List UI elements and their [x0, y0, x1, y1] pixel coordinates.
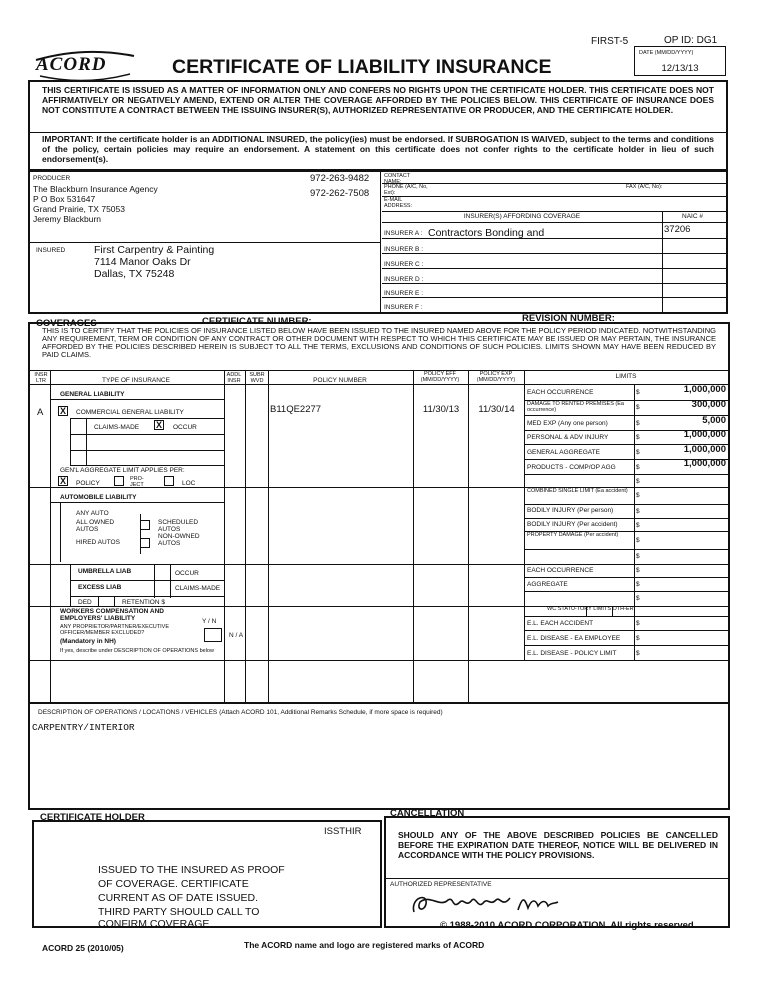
auto-limit-label-4: PROPERTY DAMAGE (Per accident)	[527, 532, 619, 538]
occur-checkbox[interactable]: X	[155, 420, 162, 430]
insured-line-3: Dallas, TX 75248	[94, 268, 175, 280]
umbrella-occur-label: OCCUR	[175, 570, 199, 577]
dollar-sign: $	[636, 650, 640, 657]
date-box	[634, 46, 726, 76]
dollar-sign: $	[636, 492, 640, 499]
gen-agg-applies-label: GEN'L AGGREGATE LIMIT APPLIES PER:	[60, 467, 185, 474]
naic-label: NAIC #	[682, 213, 703, 220]
authorized-rep-label: AUTHORIZED REPRESENTATIVE	[390, 881, 492, 888]
gl-policy-eff: 11/30/13	[422, 404, 460, 415]
producer-phone-2: 972-262-7508	[310, 188, 370, 199]
contact-phone-label: PHONE (A/C, No, Ext):	[384, 184, 428, 196]
auto-limit-label-2: BODILY INJURY (Per person)	[527, 507, 614, 514]
gl-limit-value-1: 1,000,000	[683, 384, 726, 395]
cgl-checkbox[interactable]: X	[59, 406, 66, 416]
auto-heading: AUTOMOBILE LIABILITY	[60, 494, 137, 501]
workers-limit-label-2: E.L. DISEASE - EA EMPLOYEE	[527, 635, 621, 642]
gl-limit-value-5: 1,000,000	[683, 444, 726, 455]
gl-limit-value-4: 1,000,000	[683, 429, 726, 440]
dollar-sign: $	[636, 420, 640, 427]
gl-limit-label-4: PERSONAL & ADV INJURY	[527, 434, 609, 441]
certificate-number-label: CERTIFICATE NUMBER:	[202, 316, 312, 327]
date-label: DATE (MM/DD/YYYY)	[639, 50, 694, 56]
dollar-sign: $	[636, 567, 640, 574]
date-value: 12/13/13	[661, 63, 699, 74]
holder-code: ISSTHIR	[324, 826, 362, 837]
workers-limit-label-3: E.L. DISEASE - POLICY LIMIT	[527, 650, 617, 657]
dollar-sign: $	[636, 434, 640, 441]
contact-name-label: CONTACT NAME:	[384, 173, 411, 185]
trademark-text: The ACORD name and logo are registered marks of ACORD	[244, 940, 485, 950]
holder-line-5: CONFIRM COVERAGE	[98, 918, 210, 930]
workers-na-label: N / A	[229, 632, 244, 639]
description-label: DESCRIPTION OF OPERATIONS / LOCATIONS / VEHICLES (Attach ACORD 101, Additional Remarks Schedule, if more space is required)	[38, 709, 443, 716]
gl-insr-ltr: A	[37, 407, 44, 418]
agency-code: FIRST-5	[591, 36, 629, 47]
dollar-sign: $	[636, 595, 640, 602]
claims-made-label: CLAIMS-MADE	[94, 424, 140, 431]
gl-limit-value-6: 1,000,000	[683, 458, 726, 469]
dollar-sign: $	[636, 635, 640, 642]
dollar-sign: $	[636, 620, 640, 627]
umbrella-liab-label: UMBRELLA LIAB	[78, 568, 132, 575]
col-eff: POLICY EFF (MM/DD/YYYY)	[420, 371, 460, 383]
insurer-a-name: Contractors Bonding and	[428, 227, 545, 239]
umbrella-limit-label-1: EACH OCCURRENCE	[527, 567, 594, 574]
producer-line-3: Grand Prairie, TX 75053	[33, 204, 125, 214]
col-addl: ADDL INSR	[226, 372, 242, 384]
acord-logo-text: ACORD	[36, 54, 107, 75]
dollar-sign: $	[636, 581, 640, 588]
insurer-a-label: INSURER A :	[384, 230, 423, 237]
insurer-b-label: INSURER B :	[384, 246, 424, 253]
project-checkbox[interactable]	[114, 476, 124, 486]
workers-comp-heading: WORKERS COMPENSATION AND EMPLOYERS' LIABILITY	[60, 608, 164, 622]
workers-yn-label: Y / N	[202, 618, 217, 625]
auto-limit-label-3: BODILY INJURY (Per accident)	[527, 521, 618, 528]
insurer-d-label: INSURER D :	[384, 276, 424, 283]
dollar-sign: $	[636, 553, 640, 560]
umbrella-limit-label-2: AGGREGATE	[527, 581, 568, 588]
insurer-a-naic: 37206	[664, 224, 691, 235]
if-yes-describe-label: If yes, describe under DESCRIPTION OF OPERATIONS below	[60, 648, 214, 654]
coverages-table	[28, 322, 730, 704]
cancellation-label: CANCELLATION	[390, 808, 465, 819]
gl-limit-label-3: MED EXP (Any one person)	[527, 420, 608, 427]
wc-other-label: OTH-ER	[612, 606, 634, 612]
col-limits: LIMITS	[615, 373, 637, 380]
col-exp: POLICY EXP (MM/DD/YYYY)	[476, 371, 516, 383]
coverages-label: COVERAGES	[36, 318, 97, 329]
important-text: IMPORTANT: If the certificate holder is an ADDITIONAL INSURED, the policy(ies) must be endorsed. If SUBROGATION IS WAIVED, subject to the terms and conditions of the policy, certain policies may require an endorsement. A statement on this certificate does not confer rights to the certificate holder in lieu of such endorsement(s).	[42, 134, 714, 164]
cancellation-text: SHOULD ANY OF THE ABOVE DESCRIBED POLICIES BE CANCELLED BEFORE THE EXPIRATION DATE THEREOF, NOTICE WILL BE DELIVERED IN ACCORDANCE WITH THE POLICY PROVISIONS.	[398, 830, 718, 860]
contact-fax-label: FAX (A/C, No):	[626, 184, 663, 190]
loc-checkbox[interactable]	[164, 476, 174, 486]
insurer-c-label: INSURER C :	[384, 261, 424, 268]
proprietor-excluded-label: ANY PROPRIETOR/PARTNER/EXECUTIVE OFFICER/MEMBER EXCLUDED?	[60, 624, 170, 636]
any-auto-label: ANY AUTO	[76, 510, 109, 517]
insured-line-2: 7114 Manor Oaks Dr	[94, 256, 191, 268]
description-box	[28, 702, 730, 810]
hired-autos-label: HIRED AUTOS	[76, 539, 120, 546]
cancellation-box	[384, 816, 730, 928]
policy-checkbox[interactable]: X	[59, 476, 66, 486]
revision-number-label: REVISION NUMBER:	[522, 313, 615, 324]
all-owned-autos-label: ALL OWNED AUTOS	[76, 519, 115, 533]
producer-line-2: P O Box 531647	[33, 194, 96, 204]
col-type: TYPE OF INSURANCE	[102, 377, 170, 384]
dollar-sign: $	[636, 404, 640, 411]
dollar-sign: $	[636, 537, 640, 544]
dollar-sign: $	[636, 522, 640, 529]
holder-line-2: OF COVERAGE. CERTIFICATE	[98, 878, 249, 890]
certify-text: THIS IS TO CERTIFY THAT THE POLICIES OF INSURANCE LISTED BELOW HAVE BEEN ISSUED TO THE INSURED NAMED ABOVE FOR THE POLICY PERIOD INDICATED. NOTWITHSTANDING ANY REQUIREMENT, TERM OR CONDITION OF ANY CONTRACT OR OTHER DOCUMENT WITH RESPECT TO WHICH THIS CERTIFICATE MAY BE ISSUED OR MAY PERTAIN, THE INSURANCE AFFORDED BY THE POLICIES DESCRIBED HEREIN IS SUBJECT TO ALL THE TERMS, EXCLUSIONS AND CONDITIONS OF SUCH POLICIES. LIMITS SHOWN MAY HAVE BEEN REDUCED BY PAID CLAIMS.	[42, 326, 716, 359]
producer-line-1: The Blackburn Insurance Agency	[33, 184, 158, 194]
producer-phone-1: 972-263-9482	[310, 173, 370, 184]
op-id: OP ID: DG1	[664, 35, 718, 46]
col-subr: SUBR WVD	[249, 372, 265, 384]
producer-contact-block	[28, 170, 728, 314]
scheduled-autos-checkbox[interactable]	[140, 520, 150, 530]
ded-label: DED	[78, 599, 92, 606]
proprietor-excluded-checkbox[interactable]	[204, 628, 222, 642]
producer-line-4: Jeremy Blackburn	[33, 214, 102, 224]
insured-label: INSURED	[36, 247, 66, 254]
insurer-f-label: INSURER F :	[384, 304, 423, 311]
dollar-sign: $	[636, 449, 640, 456]
dollar-sign: $	[636, 464, 640, 471]
holder-line-4: THIRD PARTY SHOULD CALL TO	[98, 906, 260, 918]
holder-line-3: CURRENT AS OF DATE ISSUED.	[98, 892, 259, 904]
policy-option-label: POLICY	[76, 480, 100, 487]
scheduled-autos-label: SCHEDULED AUTOS	[158, 519, 199, 533]
description-text: CARPENTRY/INTERIOR	[32, 722, 135, 733]
mandatory-nh-label: (Mandatory in NH)	[60, 638, 116, 645]
acord-logo	[30, 48, 140, 82]
insured-line-1: First Carpentry & Painting	[94, 244, 215, 256]
insurers-affording-label: INSURER(S) AFFORDING COVERAGE	[463, 213, 581, 220]
gl-policy-exp: 11/30/14	[478, 404, 515, 415]
dollar-sign: $	[636, 478, 640, 485]
form-number: ACORD 25 (2010/05)	[42, 943, 124, 953]
dollar-sign: $	[636, 508, 640, 515]
gl-limit-label-5: GENERAL AGGREGATE	[527, 449, 600, 456]
gl-heading: GENERAL LIABILITY	[60, 391, 125, 398]
non-owned-autos-checkbox[interactable]	[140, 538, 150, 548]
document-title: CERTIFICATE OF LIABILITY INSURANCE	[172, 56, 552, 78]
occur-label: OCCUR	[173, 424, 197, 431]
col-insr-ltr: INSR LTR	[34, 372, 48, 384]
contact-email-label: E-MAIL ADDRESS:	[384, 197, 413, 209]
excess-liab-label: EXCESS LIAB	[78, 584, 122, 591]
gl-limit-label-1: EACH OCCURRENCE	[527, 389, 594, 396]
gl-policy-number: B11QE2277	[270, 404, 322, 415]
non-owned-autos-label: NON-OWNED AUTOS	[158, 533, 200, 547]
auto-limit-label-1: COMBINED SINGLE LIMIT (Ea accident)	[527, 488, 628, 494]
insurer-e-label: INSURER E :	[384, 290, 424, 297]
wc-statutory-limits-label: WC STATU-TORY LIMITS	[547, 606, 611, 612]
certificate-holder-label: CERTIFICATE HOLDER	[40, 812, 145, 823]
gl-limit-value-2: 300,000	[691, 399, 726, 410]
retention-label: RETENTION $	[122, 599, 165, 606]
cgl-label: COMMERCIAL GENERAL LIABILITY	[76, 409, 184, 416]
loc-option-label: LOC	[182, 480, 196, 487]
dollar-sign: $	[636, 389, 640, 396]
copyright-text: © 1988-2010 ACORD CORPORATION. All rights reserved.	[440, 920, 697, 931]
producer-label: PRODUCER	[33, 175, 71, 182]
notice-box	[28, 80, 728, 171]
holder-line-1: ISSUED TO THE INSURED AS PROOF	[98, 864, 285, 876]
umbrella-claims-made-label: CLAIMS-MADE	[175, 585, 221, 592]
authorized-signature	[406, 888, 566, 920]
certificate-holder-box	[32, 820, 382, 928]
col-policy-number: POLICY NUMBER	[313, 377, 367, 384]
gl-limit-label-2: DAMAGE TO RENTED PREMISES (Ea occurrence)	[527, 401, 624, 413]
notice-text: THIS CERTIFICATE IS ISSUED AS A MATTER OF INFORMATION ONLY AND CONFERS NO RIGHTS UPON THE CERTIFICATE HOLDER. THIS CERTIFICATE DOES NOT AFFIRMATIVELY OR NEGATIVELY AMEND, EXTEND OR ALTER THE COVERAGE AFFORDED BY THE POLICIES BELOW. THIS CERTIFICATE OF INSURANCE DOES NOT CONSTITUTE A CONTRACT BETWEEN THE ISSUING INSURER(S), AUTHORIZED REPRESENTATIVE OR PRODUCER, AND THE CERTIFICATE HOLDER.	[42, 85, 714, 115]
workers-limit-label-1: E.L. EACH ACCIDENT	[527, 620, 594, 627]
gl-limit-label-6: PRODUCTS - COMP/OP AGG	[527, 464, 616, 471]
gl-limit-value-3: 5,000	[702, 415, 726, 426]
project-option-label: PRO-JECT	[130, 476, 144, 488]
